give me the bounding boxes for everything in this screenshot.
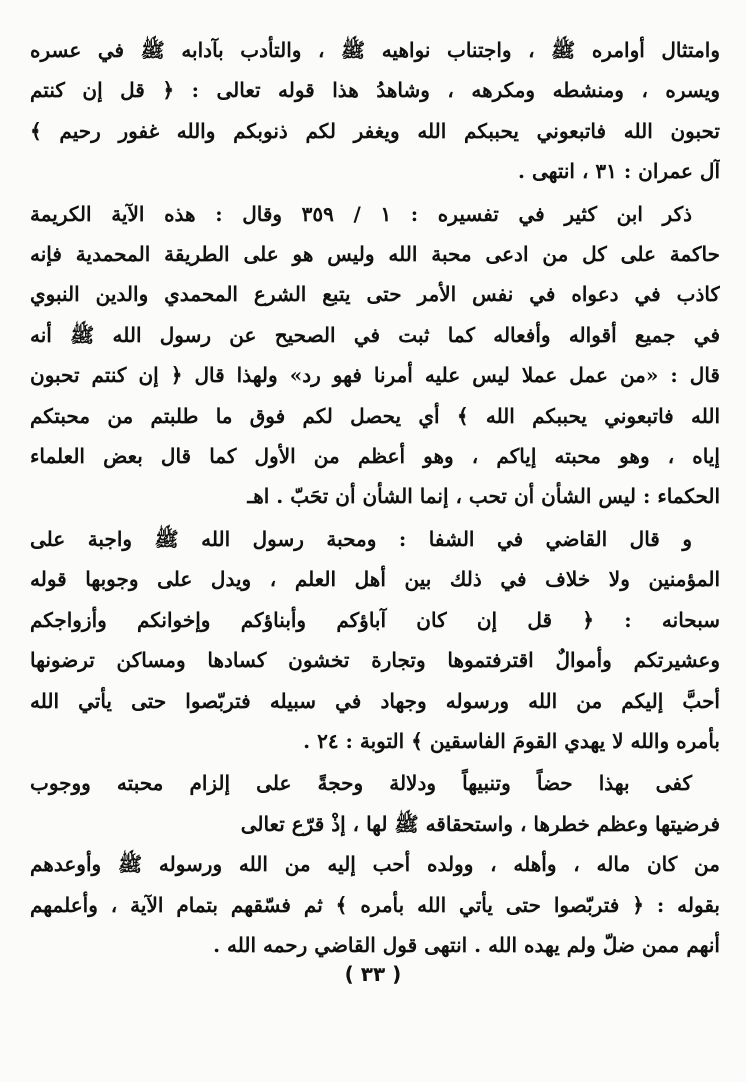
text-line: ذكر ابن كثير في تفسيره : ١ / ٣٥٩ وقال : هذه الآية الكريمة — [30, 201, 692, 226]
text-line: المؤمنين ولا خلاف في ذلك بين أهل العلم ، ويدل على وجوبها قوله — [30, 567, 720, 592]
body-text — [30, 30, 720, 965]
text-line: أنهم ممن ضلّ ولم يهده الله . انتهى قول القاضي رحمه الله . — [213, 932, 720, 957]
paragraph-3 — [30, 519, 720, 761]
text-line: بأمره والله لا يهدي القومَ الفاسقين ﴾ التوبة : ٢٤ . — [303, 728, 720, 753]
text-line: في جميع أقواله وأفعاله كما ثبت في الصحيح عن رسول الله ﷺ أنه — [30, 322, 720, 347]
text-line: كفى بهذا حضاً وتنبيهاً ودلالة وحجةً على إلزام محبته ووجوب — [30, 771, 692, 796]
text-line: بقوله : ﴿ فتربّصوا حتى يأتي الله بأمره ﴾ ثم فسّقهم بتمام الآية ، وأعلمهم — [30, 892, 720, 917]
page-number: ( ٣٣ ) — [344, 962, 402, 986]
text-line: وامتثال أوامره ﷺ ، واجتناب نواهيه ﷺ ، والتأدب بآدابه ﷺ في عسره — [30, 38, 720, 62]
text-line: حاكمة على كل من ادعى محبة الله وليس هو على الطريقة المحمدية فإنه — [30, 242, 720, 267]
text-line: إياه ، وهو محبته إياكم ، وهو أعظم من الأول كما قال بعض العلماء — [30, 444, 720, 469]
paragraph-4 — [30, 763, 720, 965]
text-line: الحكماء : ليس الشأن أن تحب ، إنما الشأن أن تحَبّ . اهـ — [247, 484, 720, 509]
text-line: و قال القاضي في الشفا : ومحبة رسول الله ﷺ واجبة على — [30, 526, 692, 551]
text-line: كاذب في دعواه في نفس الأمر حتى يتبع الشرع المحمدي والدين النبوي — [30, 282, 720, 307]
text-line: سبحانه : ﴿ قل إن كان آباؤكم وأبناؤكم وإخوانكم وأزواجكم — [30, 607, 720, 632]
text-line: وعشيرتكم وأموالٌ اقترفتموها وتجارة تخشون كسادها ومساكن ترضونها — [30, 648, 720, 673]
paragraph-2 — [30, 194, 720, 517]
paragraph-1 — [30, 30, 720, 192]
text-line: قال : «من عمل عملا ليس عليه أمرنا فهو رد» ولهذا قال ﴿ إن كنتم تحبون — [30, 363, 720, 388]
text-line: تحبون الله فاتبعوني يحببكم الله ويغفر لكم ذنوبكم والله غفور رحيم ﴾ — [30, 118, 720, 143]
text-line: آل عمران : ٣١ ، انتهى . — [518, 159, 720, 184]
text-line: أحبَّ إليكم من الله ورسوله وجهاد في سبيله فتربّصوا حتى يأتي الله — [30, 688, 720, 713]
text-line: الله فاتبعوني يحببكم الله ﴾ أي يحصل لكم فوق ما طلبتم من محبتكم — [30, 403, 720, 428]
text-line: ويسره ، ومنشطه ومكرهه ، وشاهدُ هذا قوله تعالى : ﴿ قل إن كنتم — [30, 78, 720, 103]
text-line: فرضيتها وعظم خطرها ، واستحقاقه ﷺ لها ، إذْ قرّع تعالى — [240, 811, 720, 836]
text-line: من كان ماله ، وأهله ، وولده أحب إليه من الله ورسوله ﷺ وأوعدهم — [30, 852, 720, 877]
